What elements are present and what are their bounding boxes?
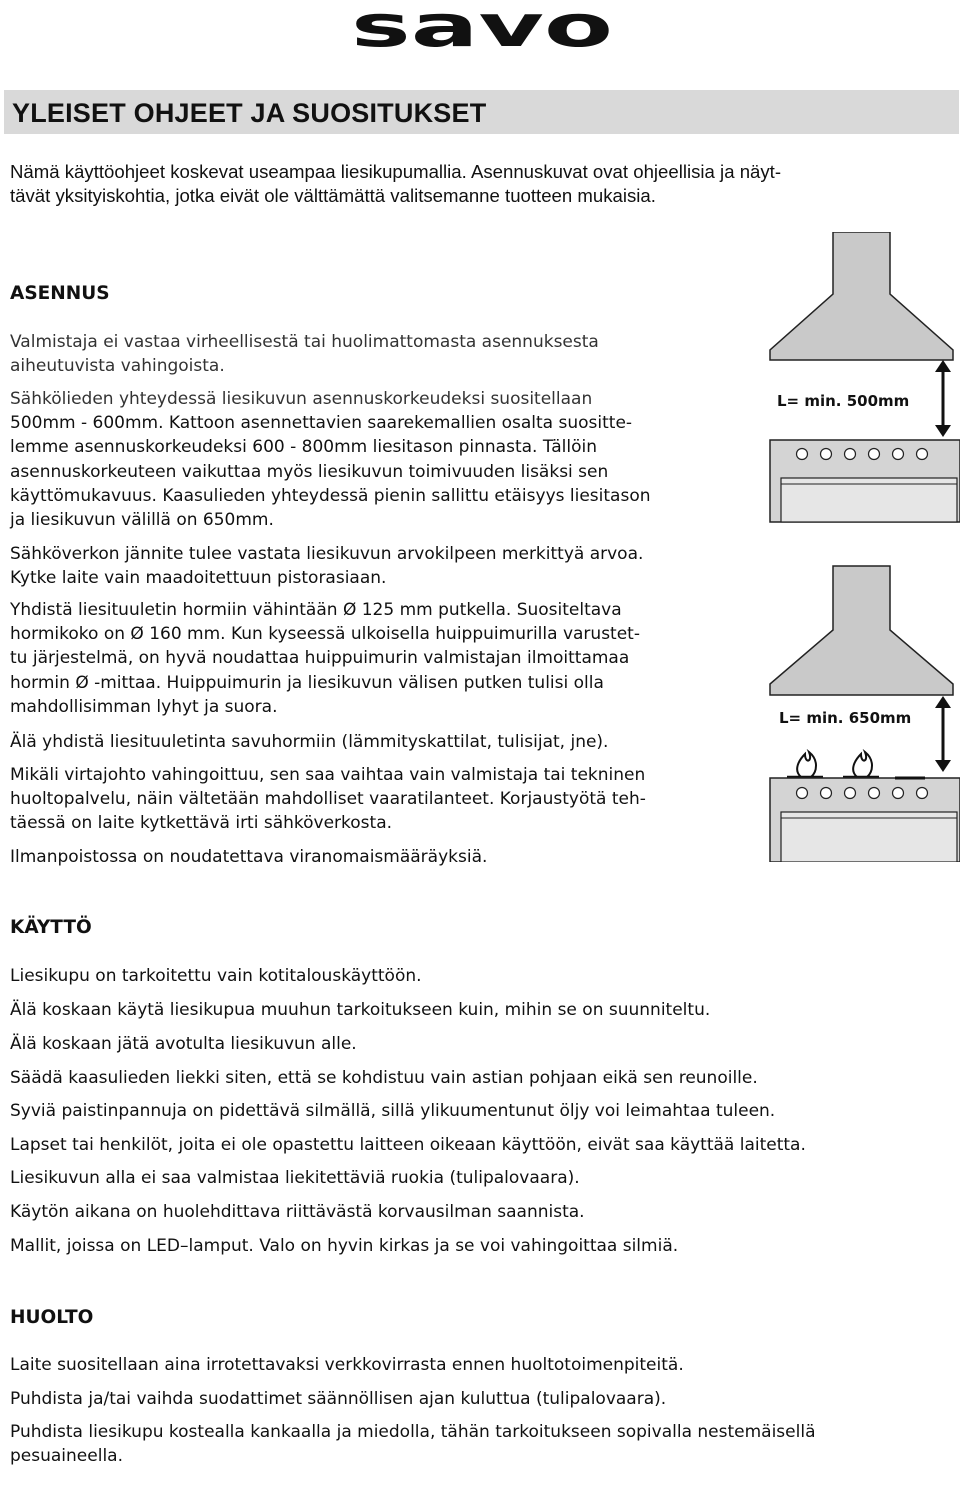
kaytto-item: Säädä kaasulieden liekki siten, että se kohdistuu vain astian pohjaan eikä sen reunoille. [10,1068,758,1088]
text-line: Yhdistä liesituuletin hormiin vähintään Ø 125 mm putkella. Suositeltava [10,600,622,620]
text-line: Mikäli virtajohto vahingoittuu, sen saa vaihtaa vain valmistaja tai tekninen [10,765,646,785]
kaytto-item: Syviä paistinpannuja on pidettävä silmällä, sillä ylikuumentunut öljy voi leimahtaa tuleen. [10,1101,776,1121]
kaytto-item: Mallit, joissa on LED–lamput. Valo on hyvin kirkas ja se voi vahingoittaa silmiä. [10,1236,679,1256]
text-line: ja liesikuvun välillä on 650mm. [10,510,274,531]
intro-paragraph [10,160,955,208]
text-line: täessä on laite kytkettävä irti sähköverkosta. [10,813,393,834]
text-line: 500mm - 600mm. Kattoon asennettavien saarekemallien osalta suositte- [10,413,633,434]
text-line: aiheutuvista vahingoista. [10,356,225,377]
height-arrow-electric [935,360,951,437]
asennus-paragraph-6 [10,763,646,836]
asennus-paragraph-2 [10,387,651,532]
asennus-paragraph-4 [10,598,640,719]
huolto-item: Laite suositellaan aina irrotettavaksi verkkovirrasta ennen huoltotoimenpiteitä. [10,1355,684,1375]
kaytto-item: Älä koskaan käytä liesikupua muuhun tarkoitukseen kuin, mihin se on suunniteltu. [10,1000,711,1020]
huolto-item-last [10,1420,816,1468]
intro-line: tävät yksityiskohtia, jotka eivät ole välttämättä valitsemanne tuotteen mukaisia. [10,185,656,206]
kaytto-item: Liesikupu on tarkoitettu vain kotitalouskäyttöön. [10,966,422,986]
asennus-paragraph-3 [10,542,643,590]
text-line: lemme asennuskorkeudeksi 600 - 800mm liesitason pinnasta. Tällöin [10,437,598,458]
text-line: Älä yhdistä liesituuletinta savuhormiin (lämmityskattilat, tulisijat, jne). [10,732,609,752]
section-heading-kaytto: KÄYTTÖ [10,917,92,938]
text-line: hormikoko on Ø 160 mm. Kun kyseessä ulkoisella huippuimurilla varustet- [10,624,640,645]
savo-logo [350,6,614,50]
asennus-paragraph-5 [10,730,608,754]
label-min-650mm: L= min. 650mm [779,709,912,727]
text-line: käyttömukavuus. Kaasulieden yhteydessä pienin sallittu etäisyys liesitason [10,485,651,506]
gas-stove-illustration [770,778,960,862]
kaytto-item: Käytön aikana on huolehdittava riittävästä korvausilman saannista. [10,1202,585,1222]
kaytto-item: Liesikuvun alla ei saa valmistaa liekitettäviä ruokia (tulipalovaara). [10,1168,580,1188]
hood-illustration-gas [770,566,953,695]
text-line: Sähkölieden yhteydessä liesikuvun asennuskorkeudeksi suositellaan [10,389,593,409]
kaytto-item: Lapset tai henkilöt, joita ei ole opastettu laitteen oikeaan käyttöön, eivät saa käyttää laitetta. [10,1135,806,1155]
text-line: Puhdista liesikupu kostealla kankaalla ja miedolla, tähän tarkoitukseen sopivalla nestemäisellä [10,1422,816,1442]
text-line: asennuskorkeuteen vaikuttaa myös liesikuvun toimivuuden lisäksi sen [10,461,609,482]
page-title: YLEISET OHJEET JA SUOSITUKSET [12,98,487,128]
label-min-500mm: L= min. 500mm [777,392,910,410]
flame-icon [843,752,879,777]
height-arrow-gas [935,696,951,772]
hood-illustration-electric [770,232,953,360]
installation-height-figure [765,232,960,862]
text-line: mahdollisimman lyhyt ja suora. [10,696,278,717]
text-line: Kytke laite vain maadoitettuun pistorasiaan. [10,568,387,589]
asennus-paragraph-7 [10,845,487,869]
text-line: huoltopalvelu, näin vältetään mahdolliset vaaratilanteet. Korjaustyötä teh- [10,789,646,810]
text-line: pesuaineella. [10,1446,123,1467]
flame-icon [787,752,823,777]
asennus-paragraph-1 [10,330,599,378]
text-line: Valmistaja ei vastaa virheellisestä tai huolimattomasta asennuksesta [10,332,599,352]
text-line: Sähköverkon jännite tulee vastata liesikuvun arvokilpeen merkittyä arvoa. [10,544,644,564]
huolto-item: Puhdista ja/tai vaihda suodattimet säännöllisen ajan kuluttua (tulipalovaara). [10,1389,667,1409]
logo-wordmark: savo [351,6,613,50]
text-line: hormin Ø -mittaa. Huippuimurin ja liesikuvun välisen putken tulisi olla [10,672,604,693]
section-heading-huolto: HUOLTO [10,1307,94,1328]
electric-stove-illustration [770,440,960,522]
kaytto-item: Älä koskaan jätä avotulta liesikuvun alle. [10,1034,357,1054]
title-bar [4,90,959,134]
intro-line: Nämä käyttöohjeet koskevat useampaa liesikupumallia. Asennuskuvat ovat ohjeellisia ja näyt- [10,161,782,182]
text-line: tu järjestelmä, on hyvä noudattaa huippuimurin valmistajan ilmoittamaa [10,648,630,669]
section-heading-asennus: ASENNUS [10,283,110,304]
text-line: Ilmanpoistossa on noudatettava viranomaismääräyksiä. [10,847,488,867]
